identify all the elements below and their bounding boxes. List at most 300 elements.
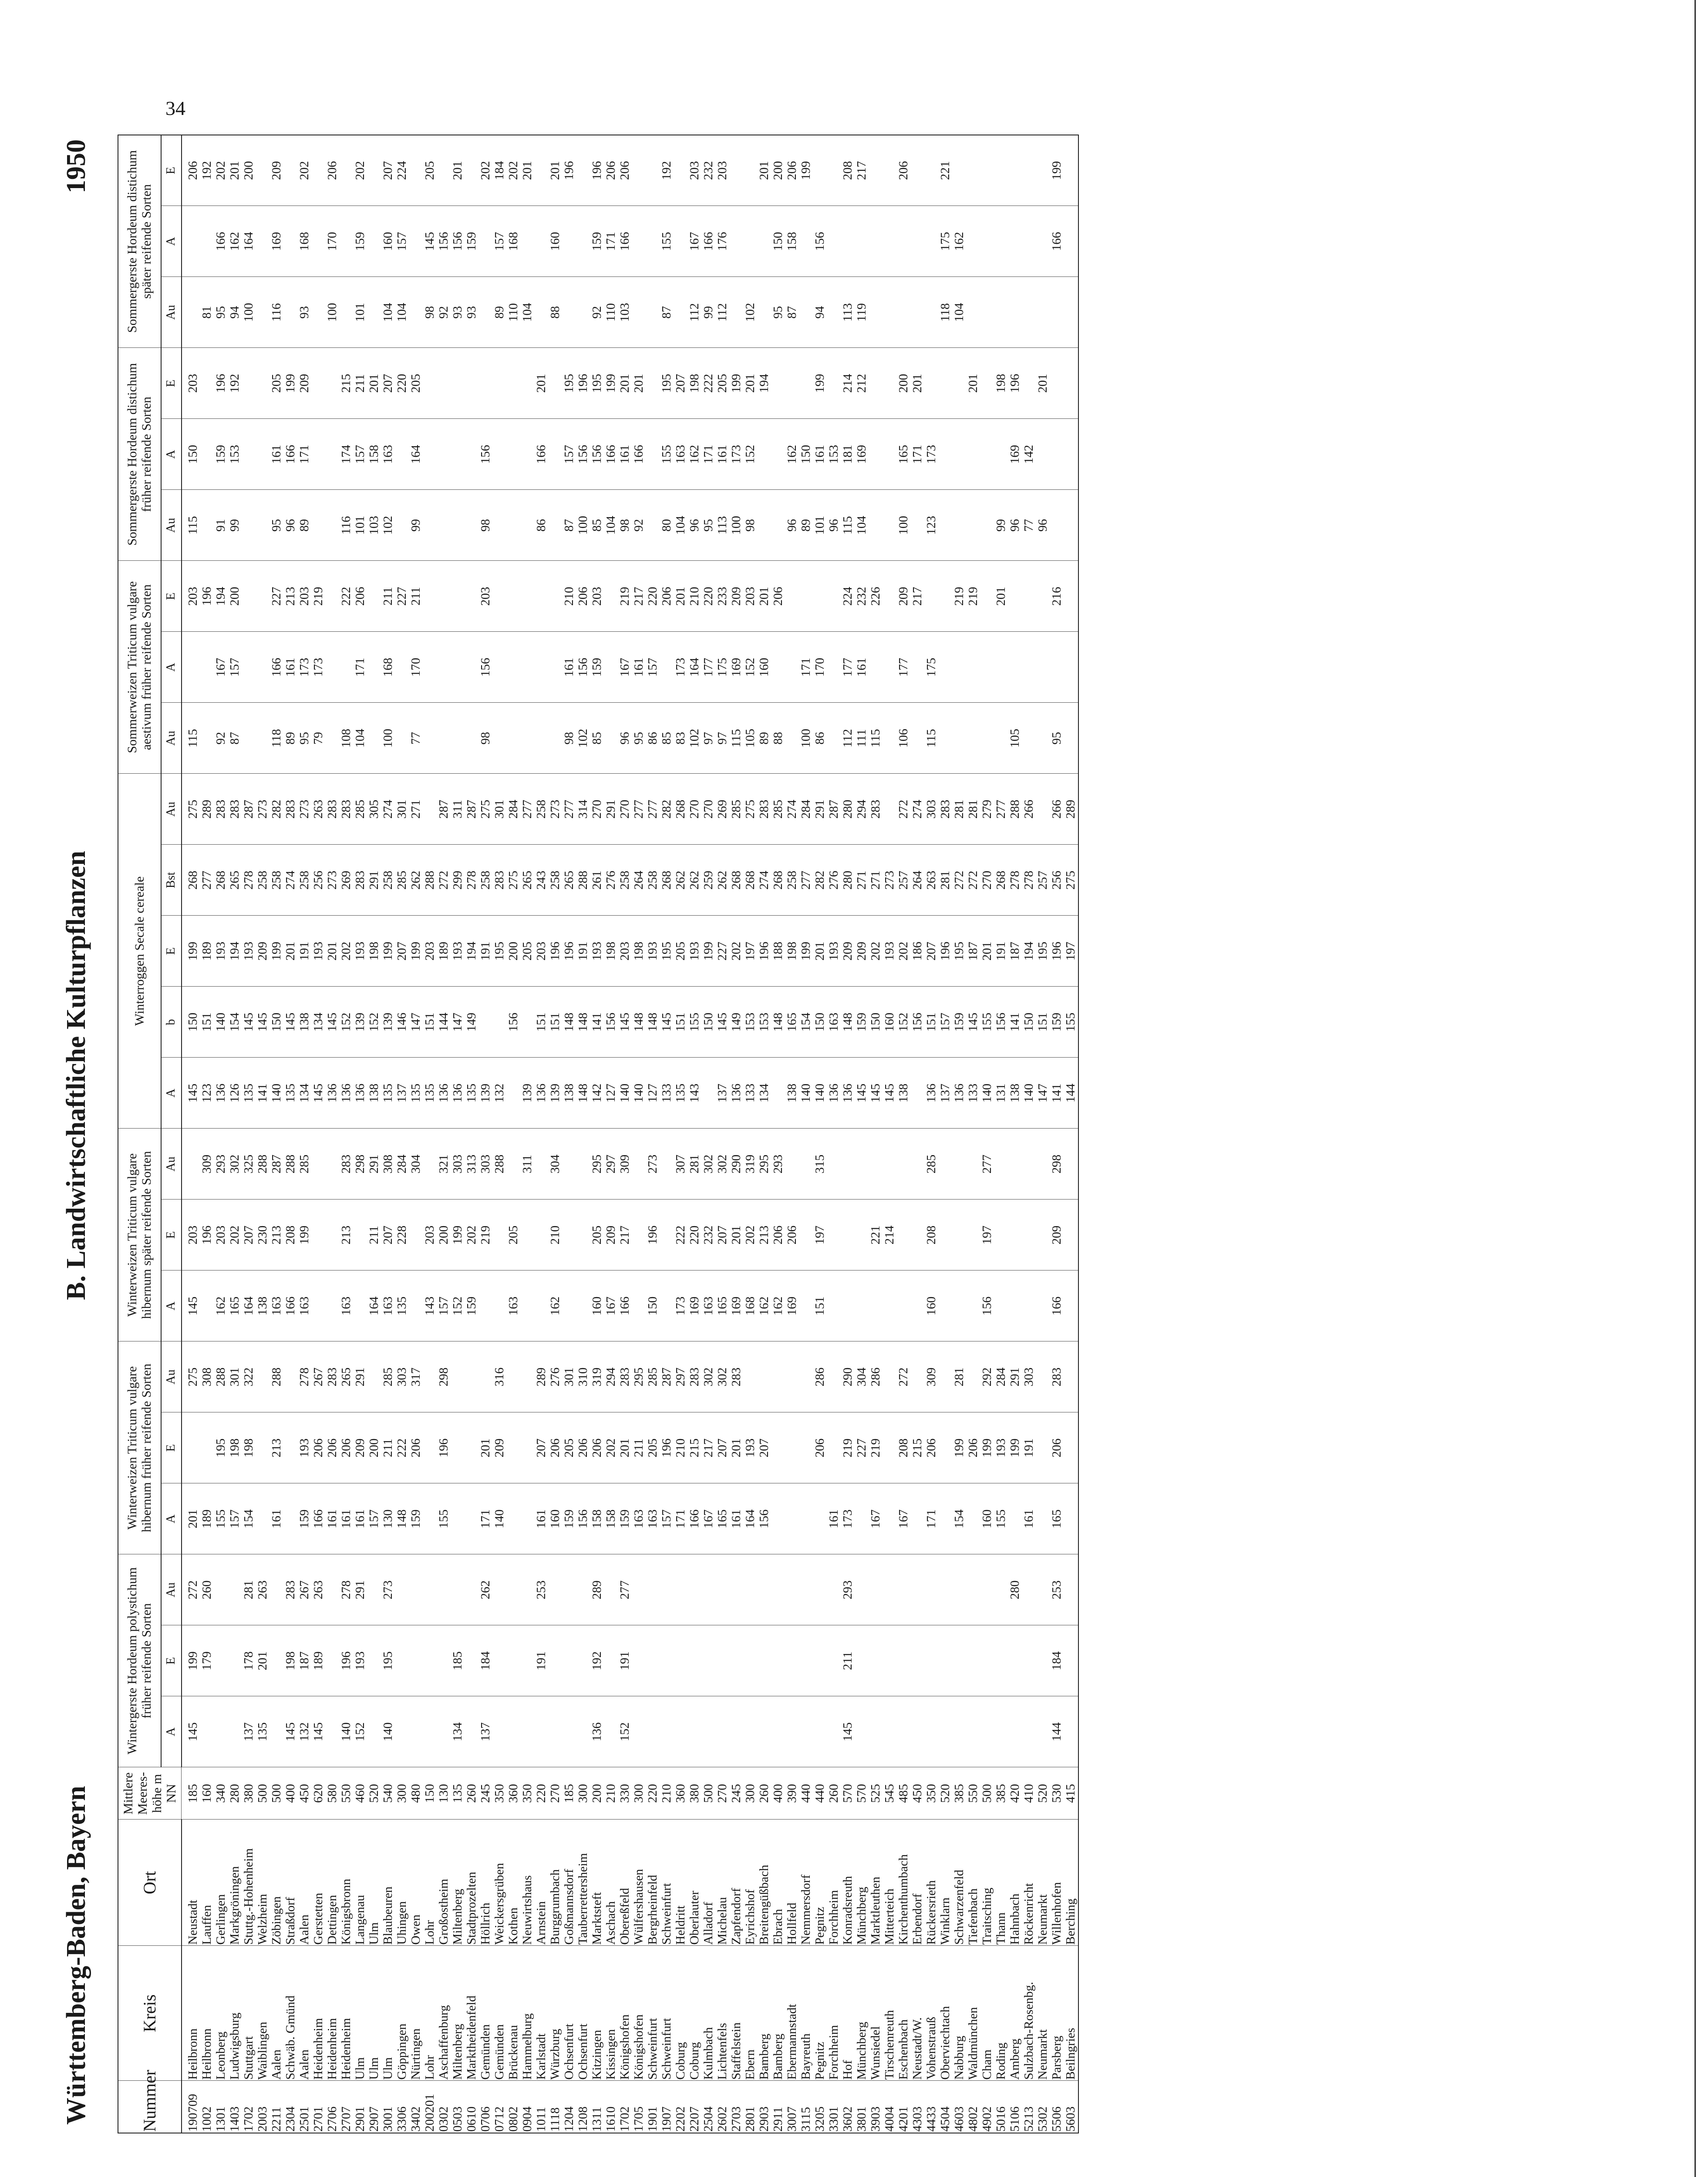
cell-value xyxy=(632,277,646,348)
cell-value xyxy=(451,1412,465,1483)
cell-value: 175 xyxy=(716,632,730,703)
cell-nummer: 3801 xyxy=(855,2081,869,2133)
cell-value: 219 xyxy=(618,561,632,632)
cell-value: 199 xyxy=(451,1200,465,1270)
cell-value: 95 xyxy=(702,490,716,561)
cell-value: 227 xyxy=(395,561,409,632)
cell-kreis: Ochsenfurt xyxy=(563,1946,576,2081)
cell-value xyxy=(1036,1129,1050,1200)
cell-value: 278 xyxy=(242,845,256,916)
cell-value: 259 xyxy=(702,845,716,916)
cell-value: 189 xyxy=(312,1625,326,1696)
cell-value: 144 xyxy=(1050,1696,1064,1767)
cell-value xyxy=(813,1696,827,1767)
cell-value xyxy=(409,277,423,348)
cell-value xyxy=(646,419,660,490)
cell-value: 156 xyxy=(813,206,827,277)
cell-value xyxy=(925,135,939,206)
cell-value xyxy=(953,1625,967,1696)
cell-value xyxy=(646,1696,660,1767)
cell-value: 159 xyxy=(563,1483,576,1554)
cell-value: 283 xyxy=(340,1129,354,1200)
cell-value: 203 xyxy=(182,348,200,419)
cell-nummer: 1702 xyxy=(618,2081,632,2133)
cell-value: 151 xyxy=(674,987,688,1058)
cell-value: 86 xyxy=(813,703,827,774)
cell-value xyxy=(465,135,479,206)
cell-value: 150 xyxy=(270,987,284,1058)
cell-value: 268 xyxy=(182,845,200,916)
cell-value: 91 xyxy=(214,490,228,561)
cell-value: 203 xyxy=(423,916,437,987)
cell-kreis: Waiblingen xyxy=(256,1946,270,2081)
cell-value: 206 xyxy=(897,135,911,206)
cell-value xyxy=(1064,490,1078,561)
cell-value: 200 xyxy=(437,1200,451,1270)
cell-value xyxy=(507,561,521,632)
cell-value xyxy=(1008,1696,1022,1767)
cell-value xyxy=(771,419,785,490)
cell-value xyxy=(1050,348,1064,419)
table-row xyxy=(730,135,744,2133)
cell-kreis: Kulmbach xyxy=(702,1946,716,2081)
year-title: 1950 xyxy=(61,139,91,193)
cell-value: 167 xyxy=(702,1483,716,1554)
cell-value xyxy=(507,1058,521,1129)
cell-hoehe: 300 xyxy=(395,1767,409,1820)
cell-kreis: Heidenheim xyxy=(312,1946,326,2081)
cell-value: 233 xyxy=(716,561,730,632)
cell-value xyxy=(493,703,507,774)
cell-value xyxy=(563,1270,576,1341)
cell-value xyxy=(479,1341,493,1412)
cell-value: 191 xyxy=(576,916,590,987)
cell-value: 153 xyxy=(827,419,841,490)
cell-value xyxy=(855,1625,869,1696)
cell-value: 95 xyxy=(632,703,646,774)
cell-value: 167 xyxy=(688,206,702,277)
cell-value: 198 xyxy=(228,1412,242,1483)
cell-value: 140 xyxy=(632,1058,646,1129)
cell-value xyxy=(939,1483,953,1554)
cell-value: 266 xyxy=(1022,774,1036,845)
cell-value: 280 xyxy=(841,774,855,845)
cell-value: 191 xyxy=(618,1625,632,1696)
cell-hoehe: 220 xyxy=(535,1767,549,1820)
cell-value: 194 xyxy=(228,916,242,987)
cell-value xyxy=(632,1625,646,1696)
cell-value: 214 xyxy=(883,1200,897,1270)
cell-value: 135 xyxy=(256,1696,270,1767)
cell-value: 277 xyxy=(994,774,1008,845)
cell-kreis: Bayreuth xyxy=(799,1946,813,2081)
cell-nummer: 5302 xyxy=(1036,2081,1050,2133)
cell-value: 303 xyxy=(395,1341,409,1412)
cell-hoehe: 485 xyxy=(897,1767,911,1820)
cell-value xyxy=(563,1696,576,1767)
cell-value xyxy=(1064,703,1078,774)
cell-value: 275 xyxy=(507,845,521,916)
cell-value: 196 xyxy=(340,1625,354,1696)
cell-value: 104 xyxy=(521,277,535,348)
cell-value: 263 xyxy=(925,845,939,916)
cell-value xyxy=(1064,1129,1078,1200)
cell-value: 193 xyxy=(646,916,660,987)
cell-value: 201 xyxy=(326,916,340,987)
table-row xyxy=(827,135,841,2133)
cell-value xyxy=(437,419,451,490)
cell-value xyxy=(758,419,771,490)
cell-value: 258 xyxy=(646,845,660,916)
cell-value: 202 xyxy=(298,135,312,206)
cell-kreis: Ebermannstadt xyxy=(785,1946,799,2081)
table-row xyxy=(758,135,771,2133)
cell-value: 163 xyxy=(381,1270,395,1341)
cell-value: 208 xyxy=(897,1412,911,1483)
cell-value: 200 xyxy=(897,348,911,419)
cell-value: 193 xyxy=(354,1625,367,1696)
table-row xyxy=(395,135,409,2133)
cell-value: 135 xyxy=(395,1270,409,1341)
cell-value: 291 xyxy=(367,1129,381,1200)
cell-value: 92 xyxy=(437,277,451,348)
cell-value xyxy=(576,1554,590,1625)
cell-value xyxy=(883,1625,897,1696)
cell-value: 273 xyxy=(298,774,312,845)
cell-value: 138 xyxy=(1008,1058,1022,1129)
cell-value: 156 xyxy=(604,987,618,1058)
cell-value: 206 xyxy=(409,1412,423,1483)
cell-hoehe: 520 xyxy=(1036,1767,1050,1820)
cell-value: 98 xyxy=(479,490,493,561)
cell-value: 159 xyxy=(855,987,869,1058)
cell-value: 201 xyxy=(521,135,535,206)
cell-value xyxy=(1050,419,1064,490)
cell-value xyxy=(437,348,451,419)
subcolumn-header: A xyxy=(161,1058,182,1129)
cell-kreis: Ulm xyxy=(367,1946,381,2081)
cell-value xyxy=(911,1200,925,1270)
cell-value: 211 xyxy=(632,1412,646,1483)
cell-value xyxy=(493,632,507,703)
cell-ort: Straßdorf xyxy=(284,1820,298,1946)
cell-value xyxy=(758,206,771,277)
cell-ort: Stuttg.-Hohenheim xyxy=(242,1820,256,1946)
cell-value: 100 xyxy=(576,490,590,561)
cell-value: 265 xyxy=(228,845,242,916)
cell-value: 158 xyxy=(604,1483,618,1554)
cell-value: 132 xyxy=(493,1058,507,1129)
cell-value: 281 xyxy=(242,1554,256,1625)
cell-value xyxy=(771,1483,785,1554)
cell-value: 100 xyxy=(897,490,911,561)
cell-value xyxy=(507,348,521,419)
cell-ort: Ebrach xyxy=(771,1820,785,1946)
cell-value: 228 xyxy=(395,1200,409,1270)
cell-kreis: Forchheim xyxy=(827,1946,841,2081)
cell-value: 213 xyxy=(340,1200,354,1270)
cell-value: 157 xyxy=(939,987,953,1058)
cell-value: 220 xyxy=(702,561,716,632)
cell-value: 169 xyxy=(785,1270,799,1341)
cell-value: 257 xyxy=(897,845,911,916)
cell-value: 139 xyxy=(354,987,367,1058)
cell-value: 136 xyxy=(451,1058,465,1129)
cell-value xyxy=(507,1341,521,1412)
cell-value: 287 xyxy=(270,1129,284,1200)
cell-value xyxy=(451,1341,465,1412)
cell-value: 185 xyxy=(451,1625,465,1696)
cell-value xyxy=(312,135,326,206)
cell-value xyxy=(911,1129,925,1200)
cell-value: 293 xyxy=(771,1129,785,1200)
cell-value: 140 xyxy=(214,987,228,1058)
cell-value: 160 xyxy=(590,1270,604,1341)
cell-value: 197 xyxy=(980,1200,994,1270)
cell-value: 221 xyxy=(939,135,953,206)
cell-value: 140 xyxy=(813,1058,827,1129)
cell-value: 157 xyxy=(493,206,507,277)
cell-value xyxy=(465,1554,479,1625)
cell-value: 278 xyxy=(1008,845,1022,916)
cell-hoehe: 540 xyxy=(381,1767,395,1820)
cell-value: 275 xyxy=(182,774,200,845)
cell-value xyxy=(758,1696,771,1767)
phenology-table xyxy=(118,135,1079,2133)
cell-value: 134 xyxy=(312,987,326,1058)
cell-value: 211 xyxy=(841,1625,855,1696)
cell-value xyxy=(326,348,340,419)
table-row xyxy=(771,135,785,2133)
cell-value: 165 xyxy=(1050,1483,1064,1554)
cell-value: 148 xyxy=(841,987,855,1058)
cell-value xyxy=(563,1625,576,1696)
cell-value xyxy=(409,1625,423,1696)
table-row xyxy=(813,135,827,2133)
cell-value: 98 xyxy=(744,490,758,561)
cell-value: 203 xyxy=(182,1200,200,1270)
cell-value: 295 xyxy=(590,1129,604,1200)
cell-value xyxy=(967,277,980,348)
cell-kreis: Coburg xyxy=(674,1946,688,2081)
cell-nummer: 0712 xyxy=(493,2081,507,2133)
cell-hoehe: 280 xyxy=(228,1767,242,1820)
cell-kreis: Gemünden xyxy=(493,1946,507,2081)
cell-value: 287 xyxy=(242,774,256,845)
cell-value xyxy=(535,1129,549,1200)
cell-value: 141 xyxy=(590,987,604,1058)
table-row xyxy=(939,135,953,2133)
cell-value: 118 xyxy=(939,277,953,348)
cell-value: 287 xyxy=(827,774,841,845)
cell-nummer: 1610 xyxy=(604,2081,618,2133)
cell-value: 152 xyxy=(354,1696,367,1767)
cell-value: 277 xyxy=(980,1129,994,1200)
cell-value: 301 xyxy=(228,1341,242,1412)
cell-value xyxy=(799,1696,813,1767)
cell-value: 158 xyxy=(367,419,381,490)
cell-value xyxy=(1064,632,1078,703)
table-row xyxy=(479,135,493,2133)
cell-value: 138 xyxy=(367,1058,381,1129)
cell-value: 171 xyxy=(911,419,925,490)
cell-value: 193 xyxy=(214,916,228,987)
cell-value xyxy=(604,1554,618,1625)
cell-value: 304 xyxy=(409,1129,423,1200)
cell-value xyxy=(702,1058,716,1129)
cell-value: 139 xyxy=(381,987,395,1058)
cell-value: 171 xyxy=(354,632,367,703)
cell-value: 232 xyxy=(855,561,869,632)
cell-nummer: 1002 xyxy=(200,2081,214,2133)
table-row xyxy=(925,135,939,2133)
cell-hoehe: 390 xyxy=(785,1767,799,1820)
cell-value: 169 xyxy=(730,1270,744,1341)
cell-value: 196 xyxy=(660,1412,674,1483)
cell-kreis: Münchberg xyxy=(855,1946,869,2081)
cell-kreis: Kissingen xyxy=(604,1946,618,2081)
cell-value xyxy=(939,1625,953,1696)
cell-value xyxy=(953,348,967,419)
cell-value: 270 xyxy=(618,774,632,845)
cell-value xyxy=(340,277,354,348)
cell-hoehe: 150 xyxy=(423,1767,437,1820)
cell-value xyxy=(395,1625,409,1696)
cell-value xyxy=(841,1200,855,1270)
cell-value: 161 xyxy=(730,1483,744,1554)
cell-value: 103 xyxy=(618,277,632,348)
cell-value xyxy=(799,1129,813,1200)
cell-value xyxy=(632,1696,646,1767)
cell-value: 89 xyxy=(758,703,771,774)
cell-value xyxy=(182,1129,200,1200)
cell-value: 153 xyxy=(744,987,758,1058)
cell-hoehe: 500 xyxy=(256,1767,270,1820)
cell-value: 288 xyxy=(214,1341,228,1412)
cell-value: 101 xyxy=(354,490,367,561)
cell-value: 150 xyxy=(182,419,200,490)
cell-value: 162 xyxy=(214,1270,228,1341)
cell-value: 154 xyxy=(228,987,242,1058)
cell-value: 173 xyxy=(841,1483,855,1554)
cell-value: 138 xyxy=(256,1270,270,1341)
cell-value: 196 xyxy=(939,916,953,987)
cell-nummer: 3301 xyxy=(827,2081,841,2133)
cell-value: 135 xyxy=(409,1058,423,1129)
cell-nummer: 5506 xyxy=(1050,2081,1064,2133)
cell-value xyxy=(855,1554,869,1625)
cell-value xyxy=(646,206,660,277)
cell-value xyxy=(785,703,799,774)
cell-ort: Aalen xyxy=(298,1820,312,1946)
cell-value: 283 xyxy=(939,774,953,845)
cell-kreis: Tirschenreuth xyxy=(883,1946,897,2081)
cell-value: 230 xyxy=(256,1200,270,1270)
cell-value: 96 xyxy=(1008,490,1022,561)
cell-value: 145 xyxy=(182,1058,200,1129)
cell-value xyxy=(451,561,465,632)
cell-value: 108 xyxy=(340,703,354,774)
cell-value: 202 xyxy=(869,916,883,987)
cell-value: 83 xyxy=(674,703,688,774)
table-row xyxy=(409,135,423,2133)
cell-value xyxy=(507,1696,521,1767)
cell-value xyxy=(493,1200,507,1270)
cell-value: 222 xyxy=(674,1200,688,1270)
cell-value xyxy=(326,561,340,632)
cell-value: 145 xyxy=(716,987,730,1058)
cell-value: 284 xyxy=(507,774,521,845)
cell-value: 165 xyxy=(897,419,911,490)
cell-value: 164 xyxy=(688,632,702,703)
cell-value: 165 xyxy=(716,1483,730,1554)
cell-nummer: 1403 xyxy=(228,2081,242,2133)
cell-ort: Eyrichshof xyxy=(744,1820,758,1946)
subcolumn-header: A xyxy=(161,206,182,277)
cell-value: 193 xyxy=(827,916,841,987)
cell-value: 157 xyxy=(395,206,409,277)
cell-value xyxy=(939,1270,953,1341)
table-row xyxy=(841,135,855,2133)
cell-value: 166 xyxy=(688,1483,702,1554)
cell-value xyxy=(1022,277,1036,348)
cell-value: 274 xyxy=(758,845,771,916)
cell-value: 219 xyxy=(953,561,967,632)
cell-value: 175 xyxy=(925,632,939,703)
cell-value: 227 xyxy=(855,1412,869,1483)
cell-value xyxy=(284,135,298,206)
cell-kreis: Vohenstrauß xyxy=(925,1946,939,2081)
cell-value xyxy=(312,1270,326,1341)
cell-value: 203 xyxy=(688,135,702,206)
cell-value xyxy=(813,1625,827,1696)
cell-value: 139 xyxy=(479,1058,493,1129)
cell-value xyxy=(312,277,326,348)
cell-hoehe: 620 xyxy=(312,1767,326,1820)
cell-ort: Pegnitz xyxy=(813,1820,827,1946)
cell-value xyxy=(883,490,897,561)
cell-value xyxy=(1036,1554,1050,1625)
cell-value xyxy=(883,1341,897,1412)
cell-hoehe: 385 xyxy=(953,1767,967,1820)
cell-value xyxy=(967,1341,980,1412)
cell-kreis: Ebern xyxy=(744,1946,758,2081)
cell-value: 201 xyxy=(549,135,563,206)
cell-value: 104 xyxy=(381,277,395,348)
cell-nummer: 2504 xyxy=(702,2081,716,2133)
table-row xyxy=(618,135,632,2133)
table-row xyxy=(367,135,381,2133)
cell-value: 283 xyxy=(758,774,771,845)
table-row xyxy=(744,135,758,2133)
cell-value: 264 xyxy=(632,845,646,916)
cell-value xyxy=(200,632,214,703)
table-row xyxy=(660,135,674,2133)
cell-value: 265 xyxy=(563,845,576,916)
cell-value: 168 xyxy=(381,632,395,703)
cell-value xyxy=(354,1270,367,1341)
cell-value: 297 xyxy=(604,1129,618,1200)
cell-value: 206 xyxy=(660,561,674,632)
cell-value xyxy=(507,1129,521,1200)
cell-value xyxy=(994,1696,1008,1767)
cell-value xyxy=(994,1625,1008,1696)
table-row xyxy=(549,135,563,2133)
cell-value: 145 xyxy=(182,1270,200,1341)
cell-value: 220 xyxy=(688,1200,702,1270)
cell-value xyxy=(1036,1200,1050,1270)
cell-value xyxy=(1036,135,1050,206)
